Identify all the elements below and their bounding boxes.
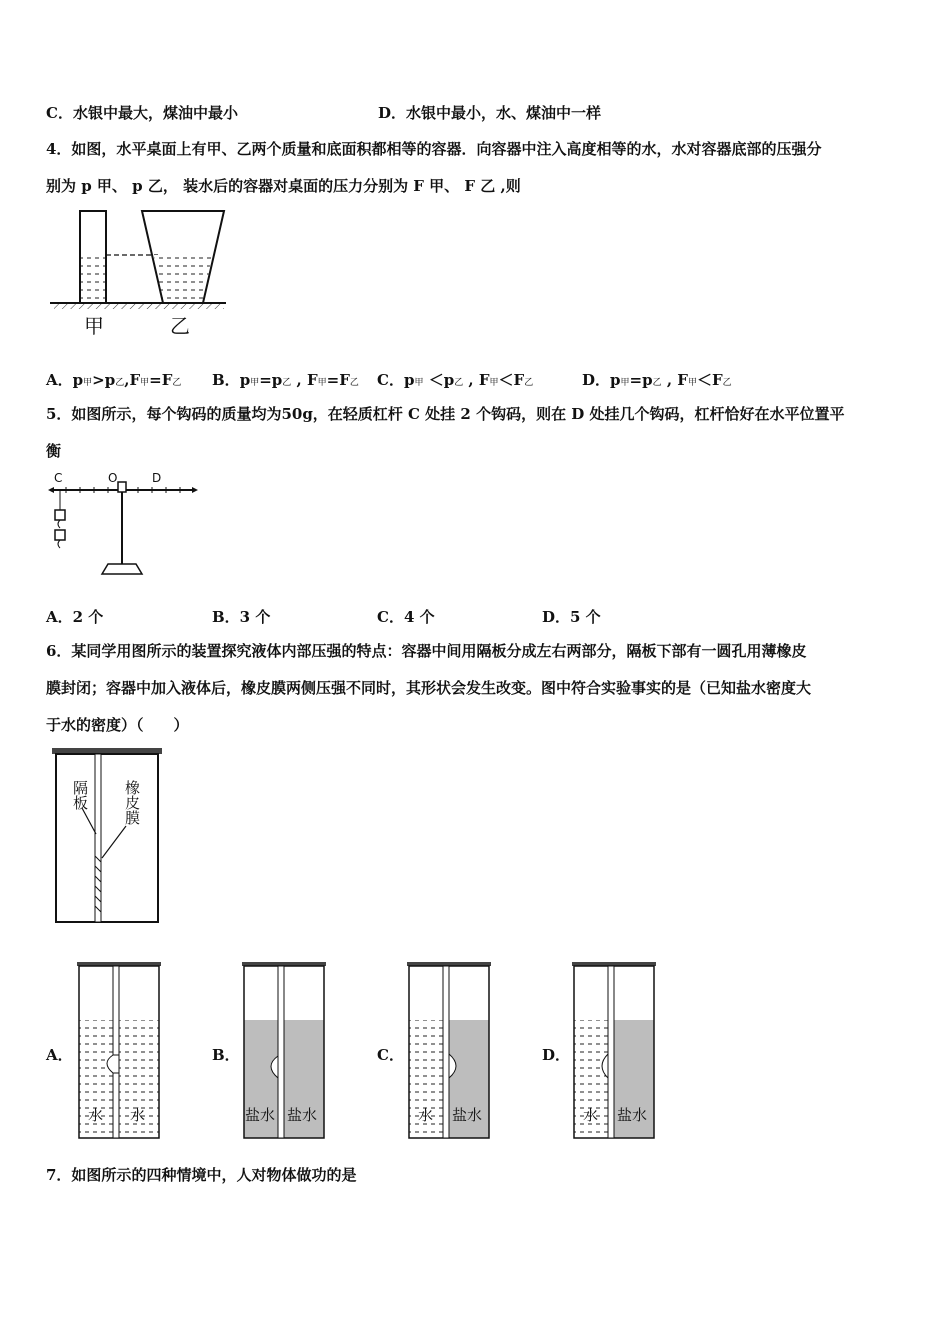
- q6-option-d-figure: [571, 960, 657, 1142]
- label-yi: 乙: [170, 314, 190, 338]
- label-left: 水: [583, 1106, 599, 1124]
- label-o: O: [108, 471, 118, 485]
- label-right: 盐水: [452, 1106, 483, 1124]
- lever-arrow-right: [192, 487, 198, 493]
- label-membrane: 橡皮膜: [123, 780, 141, 825]
- hook-weight-2: [55, 530, 65, 540]
- q4-option-b: B．p甲=p乙 , F甲=F乙: [212, 371, 359, 389]
- lever-arrow-left: [48, 487, 54, 493]
- q4-option-a: A．p甲>p乙,F甲=F乙: [46, 371, 182, 389]
- q5-option-d: D．5 个: [542, 608, 601, 626]
- label-right: 盐水: [287, 1106, 318, 1124]
- label-c: C: [54, 471, 63, 485]
- label-left: 水: [418, 1106, 434, 1124]
- q6-option-d-letter: D．: [542, 1046, 571, 1064]
- q3-option-c: C．水银中最大，煤油中最小: [46, 104, 238, 122]
- q5-stem-line1: 5．如图所示，每个钩码的质量均为50g，在轻质杠杆 C 处挂 2 个钩码，则在 D 处挂几个钩码，杠杆恰好在水平位置平: [46, 405, 845, 423]
- q4-figure: [46, 206, 228, 344]
- container-yi-water: [154, 255, 212, 303]
- q5-stem-line2: 衡: [46, 442, 62, 460]
- label-partition: 隔板: [71, 780, 89, 810]
- label-jia: 甲: [84, 314, 104, 338]
- q6-option-a-figure: [76, 960, 162, 1142]
- q5-option-a: A．2 个: [46, 608, 104, 626]
- q5-option-c: C．4 个: [377, 608, 435, 626]
- q6-option-b-figure: [241, 960, 327, 1142]
- q6-stem-line3: 于水的密度）（ ）: [46, 716, 189, 734]
- q6-stem-line1: 6．某同学用图所示的装置探究液体内部压强的特点：容器中间用隔板分成左右两部分，隔板下部有一圆孔用薄橡皮: [46, 642, 807, 660]
- label-left: 水: [88, 1106, 104, 1124]
- q3-option-d: D．水银中最小，水、煤油中一样: [378, 104, 602, 122]
- hook-weight-1: [55, 510, 65, 520]
- q6-option-a-letter: A．: [46, 1046, 73, 1064]
- q6-apparatus-figure: [50, 746, 166, 926]
- q6-option-b-letter: B．: [212, 1046, 240, 1064]
- q5-lever-figure: [46, 470, 202, 582]
- stand-base: [102, 564, 142, 574]
- q6-option-c-figure: [406, 960, 492, 1142]
- label-right: 水: [130, 1106, 146, 1124]
- q4-stem-line2: 别为 p 甲、 p 乙， 装水后的容器对桌面的压力分别为 F 甲、 F 乙 ,则: [46, 177, 521, 195]
- label-right: 盐水: [617, 1106, 648, 1124]
- q6-option-c-letter: C．: [377, 1046, 404, 1064]
- q5-option-b: B．3 个: [212, 608, 271, 626]
- q7-stem-line1: 7．如图所示的四种情境中，人对物体做功的是: [46, 1166, 357, 1184]
- q4-stem-line1: 4．如图，水平桌面上有甲、乙两个质量和底面积都相等的容器．向容器中注入高度相等的水，水对容器底部的压强分: [46, 140, 822, 158]
- label-left: 盐水: [245, 1106, 276, 1124]
- container-jia-water: [80, 255, 106, 303]
- pivot: [118, 482, 126, 492]
- q6-stem-line2: 膜封闭；容器中加入液体后，橡皮膜两侧压强不同时，其形状会发生改变。图中符合实验事实的是（已知盐水密度大: [46, 679, 812, 697]
- label-d: D: [152, 471, 162, 485]
- q4-option-c: C．p甲 ＜p乙 , F甲＜F乙: [377, 371, 534, 389]
- q4-option-d: D．p甲=p乙 , F甲＜F乙: [582, 371, 732, 389]
